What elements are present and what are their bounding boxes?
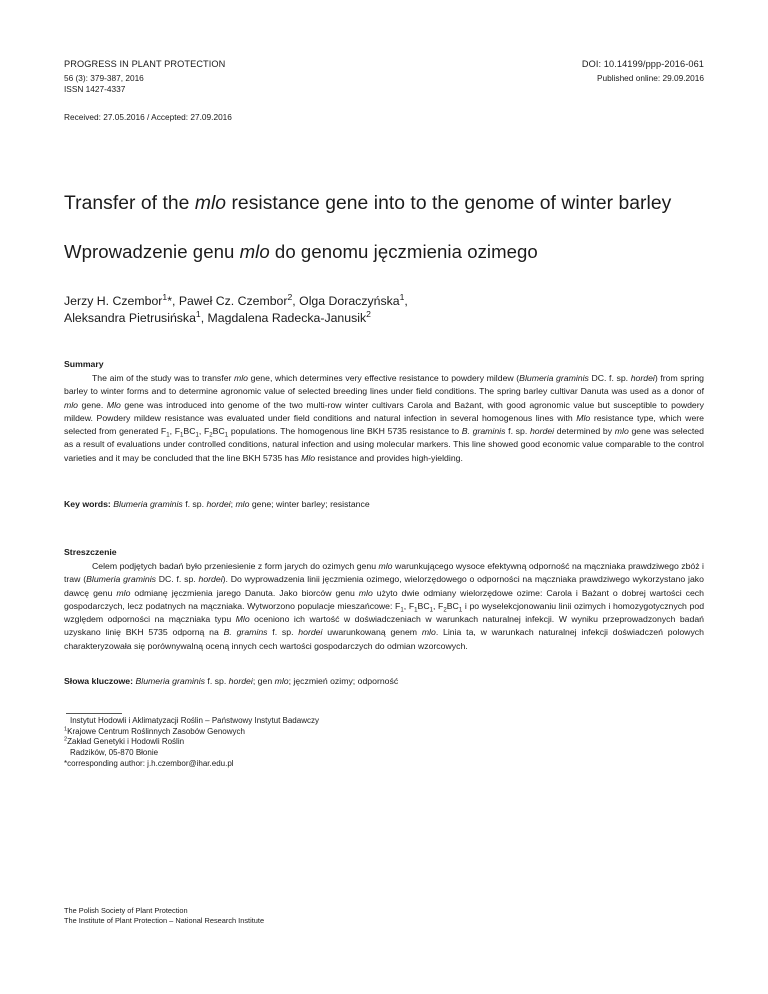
affiliation-address: Radzików, 05-870 Błonie (70, 748, 159, 758)
doi: DOI: 10.14199/ppp-2016-061 (581, 59, 704, 69)
journal-name: PROGRESS IN PLANT PROTECTION (64, 59, 226, 69)
footnote-rule (66, 713, 122, 714)
keywords-english: Key words: Blumeria graminis f. sp. hordei; mlo gene; winter barley; resistance (64, 499, 370, 509)
title-polish: Wprowadzenie genu mlo do genomu jęczmienia ozimego (64, 241, 538, 262)
journal-volume: 56 (3): 379-387, 2016 (64, 73, 144, 83)
affiliation-institute: Instytut Hodowli i Aklimatyzacji Roślin – Państwowy Instytut Badawczy (70, 716, 319, 725)
affiliation-2: $^2$Zakład Genetyki i Hodowli Roślin (64, 736, 185, 747)
author-list: Jerzy H. Czembor$^1$*, Paweł Cz. Czembor$^2$, Olga Doraczyńska$^1$, Aleksandra Pietrusińska$^1$, Magdalena Radecka-Janusik$^2$ (64, 291, 408, 325)
streszczenie-heading: Streszczenie (64, 547, 117, 557)
keywords-polish: Słowa kluczowe: Blumeria graminis f. sp. hordei; gen mlo; jęczmień ozimy; odporność (64, 676, 399, 686)
journal-issn: ISSN 1427-4337 (64, 84, 126, 94)
title-english: Transfer of the mlo resistance gene into to the genome of winter barley (64, 193, 672, 214)
published-date: Published online: 29.09.2016 (596, 73, 704, 83)
summary-text: The aim of the study was to transfer mlo gene, which determines very effective resistance to powdery mildew (Blumeria graminis DC. f. sp. hordei) from spring barley to winter forms and to determine agronomic value of selected breeding lines under field conditions. The spring barley cultivar Danuta was used as a donor of mlo gene. Mlo gene was introduced into genome of the two multi-row winter cultivars Carola and Bażant, with good agronomic value but susceptible to powdery mildew. Powdery mildew resistance was evaluated under field conditions and natural infection in several homogenous lines with Mlo resistance type, which were selected from generated $F_1$, $F_1BC_1$, $F_2BC_1$ populations. The homogenous line BKH 5735 resistance to B. graminis f. sp. hordei determined by mlo gene was selected as a result of evaluations under controlled conditions, natural infection and using molecular markers. This line showed good economic value comparable to the control varieties and it may be concluded that the line BKH 5735 has Mlo resistance and provides high-yielding. (64, 373, 705, 463)
summary-heading: Summary (64, 359, 104, 369)
corresponding-author: *corresponding author: j.h.czembor@ihar.edu.pl (64, 758, 234, 768)
affiliation-1: $^1$Krajowe Centrum Roślinnych Zasobów Genowych (64, 726, 245, 736)
received-accepted: Received: 27.05.2016 / Accepted: 27.09.2016 (64, 112, 232, 122)
streszczenie-text: Celem podjętych badań było przeniesienie z form jarych do ozimych genu mlo warunkującego wysoce efektywną odporność na mączniaka prawdziwego zbóż i traw (Blumeria graminis DC. f. sp. hordei). Do wyprowadzenia linii jęczmienia ozimego, wielorzędowego o odporności na mączniaka prawdziwego wykorzystano jako dawcę genu mlo odmianę jęczmienia jarego Danuta. Jako biorców genu mlo użyto dwie odmiany wielorzędowe ozime: Carola i Bażant o dobrej wartości cech gospodarczych, lecz podatnych na mączniaka. Wytworzono populacje mieszańcowe: $F_1$, $F_1BC_1$, $F_2BC_1$ i po wyselekcjonowaniu linii ozimych i homozygotycznych pod względem odporności na mączniaka typu Mlo oceniono ich wartość w doświadczeniach w warunkach naturalnej infekcji. W wyniku przeprowadzonych badań uzyskano linię BKH 5735 odporną na B. gramins f. sp. hordei uwarunkowaną genem mlo. Linia ta, w warunkach naturalnej infekcji doświadczeń polowych charakteryzowała się porównywalną oceną innych cech wartości gospodarczych do odmian wzorcowych. (64, 561, 705, 651)
footer-institute: The Institute of Plant Protection – National Research Institute (64, 916, 265, 925)
footer-society: The Polish Society of Plant Protection (64, 906, 188, 915)
affiliations (64, 716, 704, 770)
